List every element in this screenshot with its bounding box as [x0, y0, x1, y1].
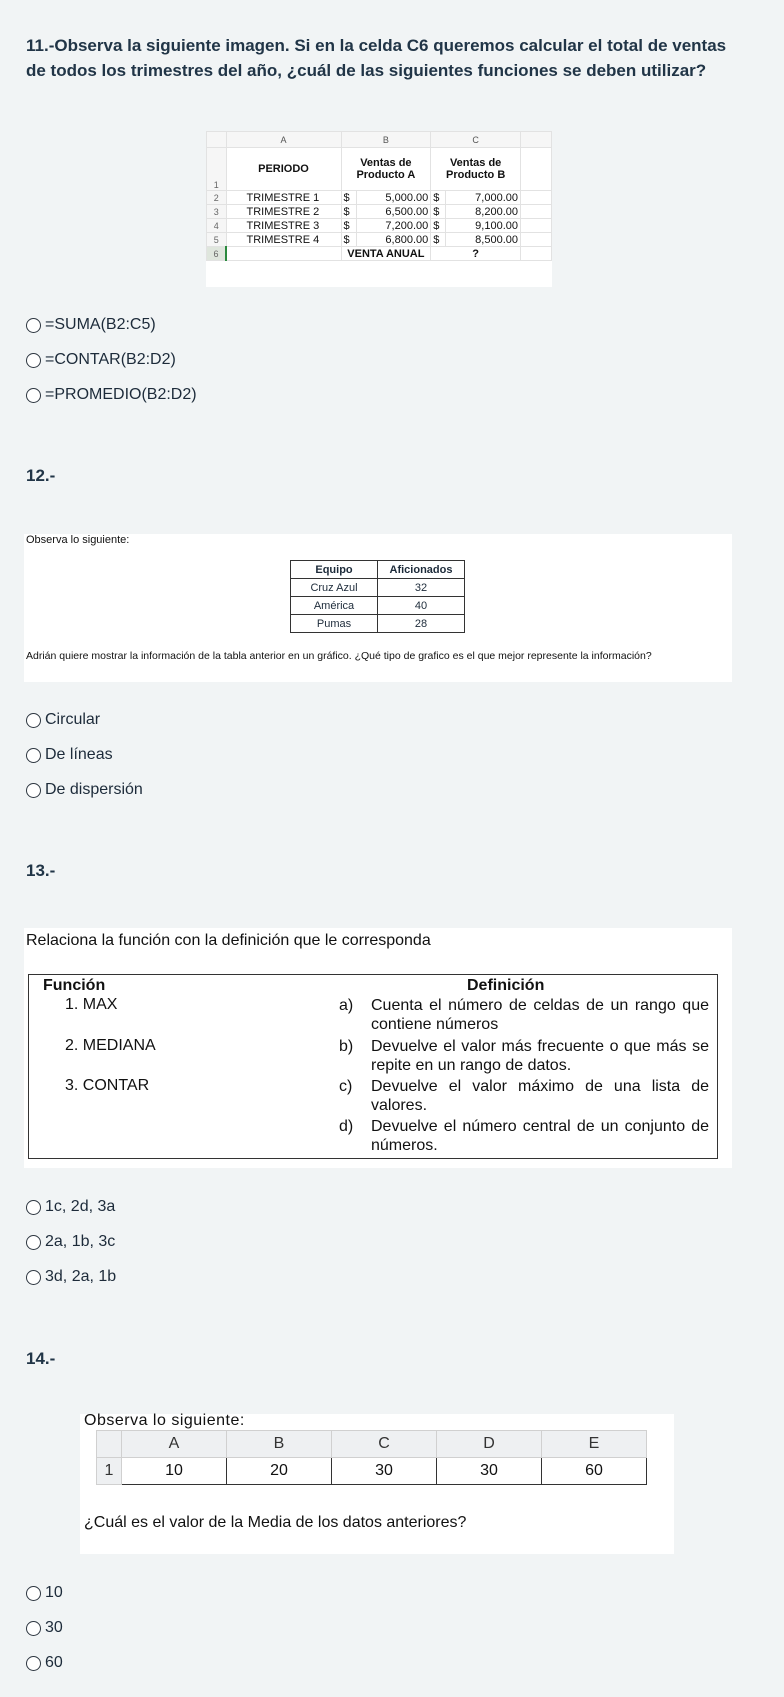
q13-option-1[interactable]: 1c, 2d, 3a [26, 1198, 115, 1216]
q14-option-3[interactable]: 60 [26, 1654, 63, 1672]
table-row: América 40 [291, 597, 465, 615]
values-sheet: A B C D E 1 10 20 30 30 60 [96, 1430, 647, 1485]
q13-option-3[interactable]: 3d, 2a, 1b [26, 1268, 116, 1286]
table-row: 1 10 20 30 30 60 [97, 1458, 647, 1485]
radio-icon[interactable] [26, 1200, 41, 1215]
sheet-row: 4 TRIMESTRE 3 $ 7,200.00 $ 9,100.00 [207, 219, 552, 233]
q11-option-2[interactable]: =CONTAR(B2:D2) [26, 351, 176, 369]
radio-icon[interactable] [26, 318, 41, 333]
table-row: Cruz Azul 32 [291, 579, 465, 597]
radio-icon[interactable] [26, 353, 41, 368]
q11-option-1[interactable]: =SUMA(B2:C5) [26, 316, 156, 334]
question-14-title: 14.- [26, 1349, 56, 1368]
sheet-row: 3 TRIMESTRE 2 $ 6,500.00 $ 8,200.00 [207, 205, 552, 219]
spreadsheet-image-q11: A B C 1 PERIODO Ventas de Producto A Ventas de Producto B 2 TRIMESTRE 1 $ 5,000.00 $ 7,000.00 3 TRIMESTRE 2 $ 6,500.00 $ 8,200.00 4 TRIMESTRE 3 $ 7,200.00 $ 9,100.00 5 TRIMESTRE 4 $ 6,800.00 $ 8,500.00 6 VENTA ANUAL ? [206, 131, 552, 287]
definition-a: a) Cuenta el número de celdas de un rango que contiene números [339, 997, 709, 1033]
q13-option-2[interactable]: 2a, 1b, 3c [26, 1233, 115, 1251]
sheet-row: 2 TRIMESTRE 1 $ 5,000.00 $ 7,000.00 [207, 191, 552, 205]
radio-icon[interactable] [26, 713, 41, 728]
question-11-title: 11.-Observa la siguiente imagen. Si en la celda C6 queremos calcular el total de ventas de todos los trimestres del año, ¿cuál de las siguientes funciones se deben utilizar? [26, 36, 727, 80]
q12-question: Adrián quiere mostrar la información de la tabla anterior en un gráfico. ¿Qué tipo de grafico es el que mejor represente la información? [26, 650, 652, 662]
q11-option-3[interactable]: =PROMEDIO(B2:D2) [26, 386, 197, 404]
sheet-row: 5 TRIMESTRE 4 $ 6,800.00 $ 8,500.00 [207, 233, 552, 247]
q14-option-1[interactable]: 10 [26, 1584, 63, 1602]
q14-option-2[interactable]: 30 [26, 1619, 63, 1637]
matching-table: Función Definición 1. MAX 2. MEDIANA 3. CONTAR a) Cuenta el número de celdas de un rango que contiene números b) Devuelve el valor más frecuente o que más se repite en un rango de datos. c) Devuelve el valor máximo de una lista de valores. d) Devuelve el número central de un conjunto de números. [28, 974, 718, 1159]
radio-icon[interactable] [26, 1235, 41, 1250]
teams-table: Equipo Aficionados Cruz Azul 32 América 40 Pumas 28 [290, 560, 465, 633]
radio-icon[interactable] [26, 1621, 41, 1636]
total-value: ? [431, 247, 521, 261]
q14-question: ¿Cuál es el valor de la Media de los datos anteriores? [84, 1514, 467, 1531]
q12-option-2[interactable]: De líneas [26, 746, 113, 764]
radio-icon[interactable] [26, 1270, 41, 1285]
header-ventas-b: Ventas de Producto B [431, 148, 521, 191]
col-header-b: B [341, 132, 431, 148]
total-label: VENTA ANUAL [341, 247, 431, 261]
col-header-c: C [431, 132, 521, 148]
definition-b: b) Devuelve el valor más frecuente o que más se repite en un rango de datos. [339, 1038, 709, 1074]
header-ventas-a: Ventas de Producto A [341, 148, 431, 191]
q12-option-3[interactable]: De dispersión [26, 781, 143, 799]
col-header-a: A [226, 132, 341, 148]
table-row: Pumas 28 [291, 615, 465, 633]
q13-intro: Relaciona la función con la definición que le corresponda [26, 932, 431, 949]
radio-icon[interactable] [26, 1586, 41, 1601]
q12-intro: Observa lo siguiente: [26, 534, 130, 546]
radio-icon[interactable] [26, 1656, 41, 1671]
q12-option-1[interactable]: Circular [26, 711, 100, 729]
definition-d: d) Devuelve el número central de un conjunto de números. [339, 1118, 709, 1154]
q14-intro: Observa lo siguiente: [84, 1412, 245, 1429]
definition-c: c) Devuelve el valor máximo de una lista de valores. [339, 1078, 709, 1114]
header-periodo: PERIODO [226, 148, 341, 191]
question-13-title: 13.- [26, 861, 56, 880]
radio-icon[interactable] [26, 748, 41, 763]
radio-icon[interactable] [26, 388, 41, 403]
question-12-title: 12.- [26, 466, 56, 485]
radio-icon[interactable] [26, 783, 41, 798]
